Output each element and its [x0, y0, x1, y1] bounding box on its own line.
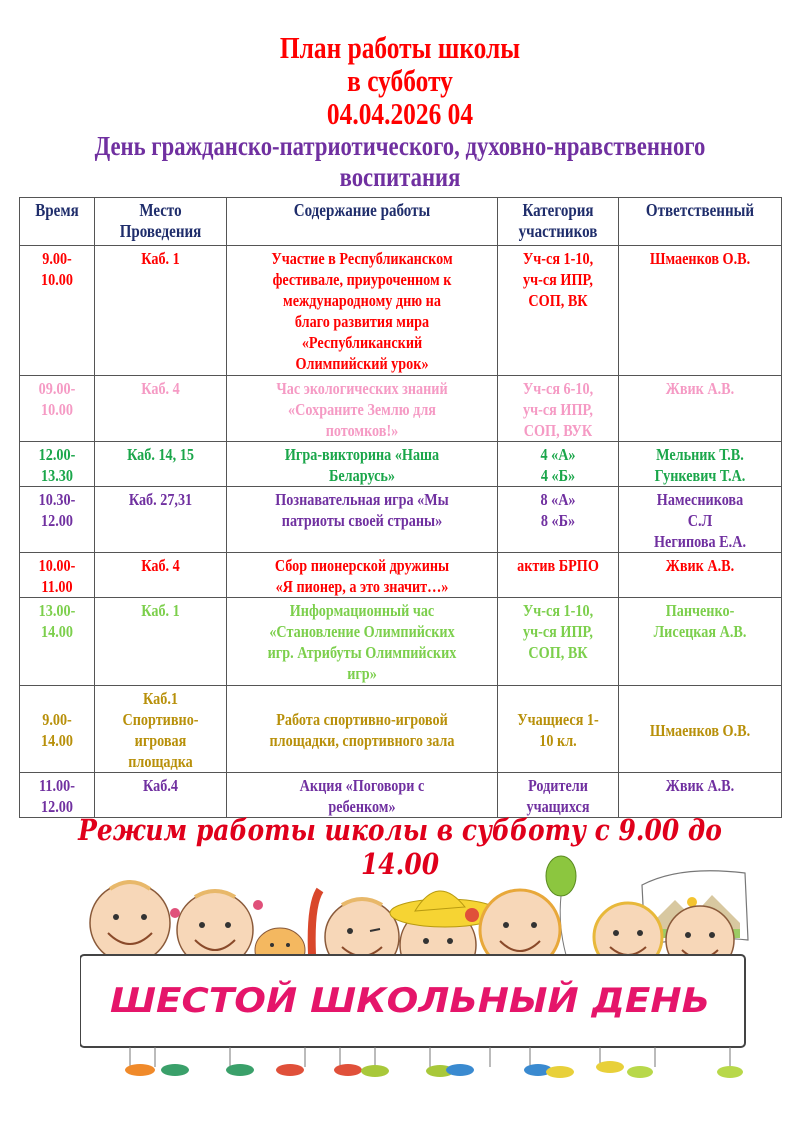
- category-text: [508, 248, 608, 311]
- content-line: игр»: [347, 664, 377, 683]
- table-row: [20, 686, 782, 773]
- column-header-line: Содержание работы: [293, 200, 431, 220]
- table-row: [20, 376, 782, 442]
- time-line: 14.00: [41, 622, 73, 641]
- content-text: [248, 248, 477, 374]
- responsible-line: С.Л: [687, 511, 713, 530]
- time-text: [27, 489, 87, 531]
- time-line: 10.00-: [38, 556, 76, 575]
- responsible-line: Гункевич Т.А.: [654, 466, 746, 485]
- category-line: 10 кл.: [539, 731, 577, 750]
- content-text: [248, 444, 477, 486]
- responsible-line: Жвик А.В.: [665, 556, 735, 575]
- cell-time: [20, 487, 95, 553]
- column-header-time: [20, 198, 95, 246]
- time-line: 9.00-: [42, 249, 72, 268]
- content-line: ребенком»: [328, 797, 396, 816]
- kids-banner-illustration: [80, 845, 780, 1085]
- category-line: уч-ся ИПР,: [523, 400, 593, 419]
- time-line: 11.00: [41, 577, 73, 596]
- column-header-responsible: [619, 198, 782, 246]
- place-line: Каб. 1: [141, 249, 180, 268]
- category-line: Уч-ся 1-10,: [522, 601, 594, 620]
- responsible-text: [632, 489, 768, 552]
- responsible-text: [632, 444, 768, 486]
- time-text: [27, 378, 87, 420]
- category-line: СОП, ВУК: [523, 421, 593, 440]
- place-text: [106, 489, 215, 510]
- cell-content: [227, 598, 498, 686]
- place-line: Каб. 27,31: [128, 490, 193, 509]
- content-line: Информационный час: [289, 601, 435, 620]
- responsible-text: [632, 775, 768, 796]
- responsible-line: Шмаенков О.В.: [649, 720, 751, 740]
- cell-time: [20, 686, 95, 773]
- responsible-line: Шмаенков О.В.: [649, 249, 751, 268]
- content-text: [248, 709, 477, 751]
- table-row: [20, 598, 782, 686]
- cell-content: [227, 442, 498, 487]
- table-row: [20, 487, 782, 553]
- responsible-line: Лисецкая А.В.: [653, 622, 747, 641]
- place-line: Каб. 14, 15: [127, 445, 194, 464]
- responsible-line: Намесникова: [656, 490, 744, 509]
- theme-line-2: воспитания: [339, 162, 461, 192]
- category-line: Уч-ся 6-10,: [522, 379, 594, 398]
- table-row: [20, 773, 782, 818]
- cell-responsible: [619, 376, 782, 442]
- responsible-text: [632, 555, 768, 576]
- place-line: площадка: [128, 752, 193, 771]
- cell-place: [95, 246, 227, 376]
- cell-responsible: [619, 553, 782, 598]
- cell-place: [95, 553, 227, 598]
- category-line: СОП, ВК: [528, 291, 588, 310]
- cell-time: [20, 553, 95, 598]
- table-row: [20, 246, 782, 376]
- category-line: Родители: [528, 776, 588, 795]
- cell-place: [95, 376, 227, 442]
- cell-responsible: [619, 487, 782, 553]
- cell-responsible: [619, 686, 782, 773]
- category-line: Учащиеся 1-: [517, 710, 599, 729]
- category-text: [508, 378, 608, 441]
- column-header-line: участников: [518, 221, 598, 241]
- time-text: [27, 775, 87, 817]
- content-line: Участие в Республиканском: [271, 249, 453, 268]
- responsible-text: [632, 378, 768, 399]
- category-line: 4 «А»: [540, 445, 576, 464]
- theme-line-1: День гражданско-патриотического, духовно-нравственного: [94, 131, 706, 161]
- category-line: Уч-ся 1-10,: [522, 249, 594, 268]
- time-line: 09.00-: [38, 379, 76, 398]
- cell-category: [498, 553, 619, 598]
- time-text: [27, 248, 87, 290]
- page-title-line-2: в субботу: [347, 63, 453, 98]
- cell-category: [498, 773, 619, 818]
- school-hours-notice: Режим работы школы в субботу с 9.00 до 14.00: [78, 813, 722, 881]
- cell-content: [227, 246, 498, 376]
- responsible-line: Панченко-: [665, 601, 735, 620]
- cell-responsible: [619, 598, 782, 686]
- responsible-text: [632, 600, 768, 642]
- time-line: 10.30-: [38, 490, 76, 509]
- column-header-line: Время: [35, 200, 79, 220]
- category-line: учащихся: [526, 797, 590, 816]
- content-line: Работа спортивно-игровой: [276, 710, 448, 729]
- place-text: [106, 688, 215, 772]
- cell-responsible: [619, 246, 782, 376]
- category-text: [508, 775, 608, 817]
- category-line: уч-ся ИПР,: [523, 622, 593, 641]
- category-text: [508, 600, 608, 663]
- content-text: [248, 378, 477, 441]
- cell-place: [95, 442, 227, 487]
- place-line: Спортивно-: [122, 710, 199, 729]
- place-text: [106, 555, 215, 576]
- content-line: Сбор пионерской дружины: [274, 556, 450, 575]
- category-line: 4 «Б»: [540, 466, 576, 485]
- content-line: «Сохраните Землю для: [288, 400, 436, 419]
- time-line: 11.00-: [39, 776, 75, 795]
- content-line: международному дню на: [283, 291, 441, 310]
- content-line: «Становление Олимпийских: [269, 622, 455, 641]
- column-header-line: Ответственный: [645, 200, 755, 220]
- time-line: 13.30: [41, 466, 73, 485]
- responsible-text: [632, 720, 768, 741]
- time-line: 12.00-: [38, 445, 76, 464]
- cell-time: [20, 442, 95, 487]
- responsible-line: Жвик А.В.: [665, 776, 735, 795]
- time-line: 14.00: [41, 731, 73, 750]
- cell-content: [227, 487, 498, 553]
- content-line: Олимпийский урок»: [295, 354, 429, 373]
- table-row: [20, 442, 782, 487]
- column-header-line: Место: [139, 200, 182, 220]
- place-line: Каб.4: [143, 776, 178, 795]
- content-line: Познавательная игра «Мы: [275, 490, 449, 509]
- place-line: Каб. 4: [141, 556, 180, 575]
- content-line: потомков!»: [325, 421, 399, 440]
- content-text: [248, 555, 477, 597]
- cell-category: [498, 246, 619, 376]
- content-text: [248, 600, 477, 684]
- banner-text: ШЕСТОЙ ШКОЛЬНЫЙ ДЕНЬ: [110, 981, 658, 1021]
- page-date: 04.04.2026 04: [326, 96, 474, 131]
- content-line: благо развития мира: [294, 312, 430, 331]
- content-line: площадки, спортивного зала: [269, 731, 455, 750]
- cell-content: [227, 686, 498, 773]
- place-line: Каб. 4: [141, 379, 180, 398]
- place-text: [106, 600, 215, 621]
- cell-category: [498, 487, 619, 553]
- cell-responsible: [619, 773, 782, 818]
- category-line: СОП, ВК: [528, 643, 588, 662]
- place-line: Каб.1: [143, 689, 178, 708]
- shoes-row: [125, 1047, 743, 1078]
- content-line: «Республиканский: [301, 333, 423, 352]
- time-text: [27, 555, 87, 597]
- cell-content: [227, 553, 498, 598]
- category-text: [508, 709, 608, 751]
- cell-place: [95, 487, 227, 553]
- cell-time: [20, 246, 95, 376]
- content-line: Акция «Поговори с: [299, 776, 425, 795]
- content-line: Час экологических знаний: [276, 379, 448, 398]
- cell-category: [498, 686, 619, 773]
- responsible-line: Жвик А.В.: [665, 379, 735, 398]
- time-line: 10.00: [41, 270, 73, 289]
- category-text: [508, 489, 608, 531]
- category-line: 8 «Б»: [540, 511, 576, 530]
- place-line: игровая: [134, 731, 187, 750]
- time-line: 12.00: [41, 797, 73, 816]
- place-text: [106, 248, 215, 269]
- cell-place: [95, 598, 227, 686]
- cell-category: [498, 442, 619, 487]
- content-line: «Я пионер, а это значит…»: [275, 577, 449, 596]
- content-line: Игра-викторина «Наша: [284, 445, 440, 464]
- time-line: 13.00-: [38, 601, 76, 620]
- responsible-line: Мельник Т.В.: [656, 445, 744, 464]
- time-text: [27, 444, 87, 486]
- place-text: [106, 444, 215, 465]
- table-row: [20, 553, 782, 598]
- category-line: уч-ся ИПР,: [523, 270, 593, 289]
- cell-time: [20, 773, 95, 818]
- time-text: [27, 709, 87, 751]
- table-header-row: [20, 198, 782, 246]
- cell-category: [498, 598, 619, 686]
- content-line: игр. Атрибуты Олимпийских: [267, 643, 457, 662]
- cell-content: [227, 376, 498, 442]
- responsible-line: Негипова Е.А.: [654, 532, 746, 551]
- time-line: 10.00: [41, 400, 73, 419]
- page-title-line-1: План работы школы: [279, 30, 521, 65]
- category-text: [508, 444, 608, 486]
- column-header-line: Проведения: [119, 221, 202, 241]
- cell-content: [227, 773, 498, 818]
- cell-time: [20, 598, 95, 686]
- column-header-category: [498, 198, 619, 246]
- time-line: 12.00: [41, 511, 73, 530]
- content-text: [248, 489, 477, 531]
- time-text: [27, 600, 87, 642]
- content-line: патриоты своей страны»: [281, 511, 443, 530]
- place-line: Каб. 1: [141, 601, 180, 620]
- cell-place: [95, 773, 227, 818]
- category-text: [508, 555, 608, 576]
- place-text: [106, 775, 215, 796]
- column-header-line: Категория: [522, 200, 594, 220]
- cell-place: [95, 686, 227, 773]
- content-line: Беларусь»: [328, 466, 396, 485]
- category-line: 8 «А»: [540, 490, 576, 509]
- category-line: актив БРПО: [517, 556, 599, 575]
- cell-responsible: [619, 442, 782, 487]
- place-text: [106, 378, 215, 399]
- content-line: фестивале, приуроченном к: [272, 270, 452, 289]
- content-text: [248, 775, 477, 817]
- column-header-content: [227, 198, 498, 246]
- schedule-table: [19, 197, 782, 818]
- time-line: 9.00-: [42, 710, 72, 729]
- column-header-place: [95, 198, 227, 246]
- cell-time: [20, 376, 95, 442]
- responsible-text: [632, 248, 768, 269]
- cell-category: [498, 376, 619, 442]
